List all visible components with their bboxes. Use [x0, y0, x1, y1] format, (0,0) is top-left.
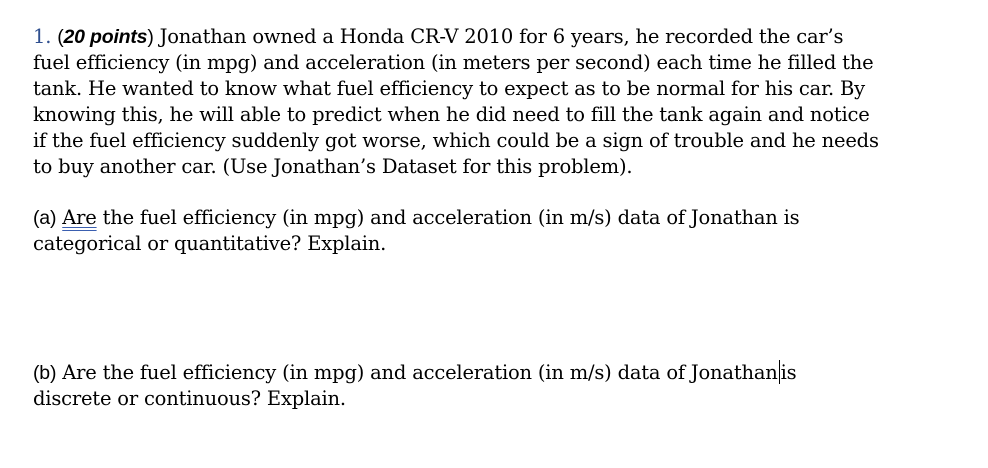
question-line-1 [33, 24, 973, 50]
question-intro [33, 24, 973, 180]
intro-text-line: knowing this, he will able to predict when he did need to fill the tank again and notice [33, 103, 870, 126]
part-b-line-2: discrete or continuous? Explain. [33, 387, 346, 410]
part-b-line-1 [33, 360, 973, 386]
intro-text-line: Jonathan owned a Honda CR-V 2010 for 6 years, he recorded the car’s [159, 25, 844, 48]
question-points: 20 points [63, 26, 148, 48]
part-a-line-2: categorical or quantitative? Explain. [33, 232, 387, 255]
part-a-text: the fuel efficiency (in mpg) and acceleration (in m/s) data of Jonathan is [102, 206, 800, 229]
intro-text-line: to buy another car. (Use Jonathan’s Dataset for this problem). [33, 155, 633, 178]
question-number: 1. [33, 25, 52, 48]
part-a-line-1 [33, 205, 973, 231]
points-open-paren: ( [57, 26, 64, 48]
intro-text-line: fuel efficiency (in mpg) and acceleration (in meters per second) each time he filled the [33, 51, 874, 74]
part-b-label: (b) [33, 362, 57, 384]
part-a [33, 205, 973, 257]
part-a-label: (a) [33, 207, 57, 229]
points-close-paren: ) [147, 26, 154, 48]
part-b-text-after-cursor: is [780, 361, 797, 384]
grammar-flagged-word[interactable]: Are [62, 206, 97, 229]
intro-text-line: tank. He wanted to know what fuel efficiency to expect as to be normal for his car. By [33, 77, 865, 100]
text-cursor[interactable] [779, 360, 780, 384]
part-b [33, 360, 973, 412]
intro-text-line: if the fuel efficiency suddenly got worse, which could be a sign of trouble and he needs [33, 129, 879, 152]
part-b-text: Are the fuel efficiency (in mpg) and acceleration (in m/s) data of Jonathan [62, 361, 778, 384]
